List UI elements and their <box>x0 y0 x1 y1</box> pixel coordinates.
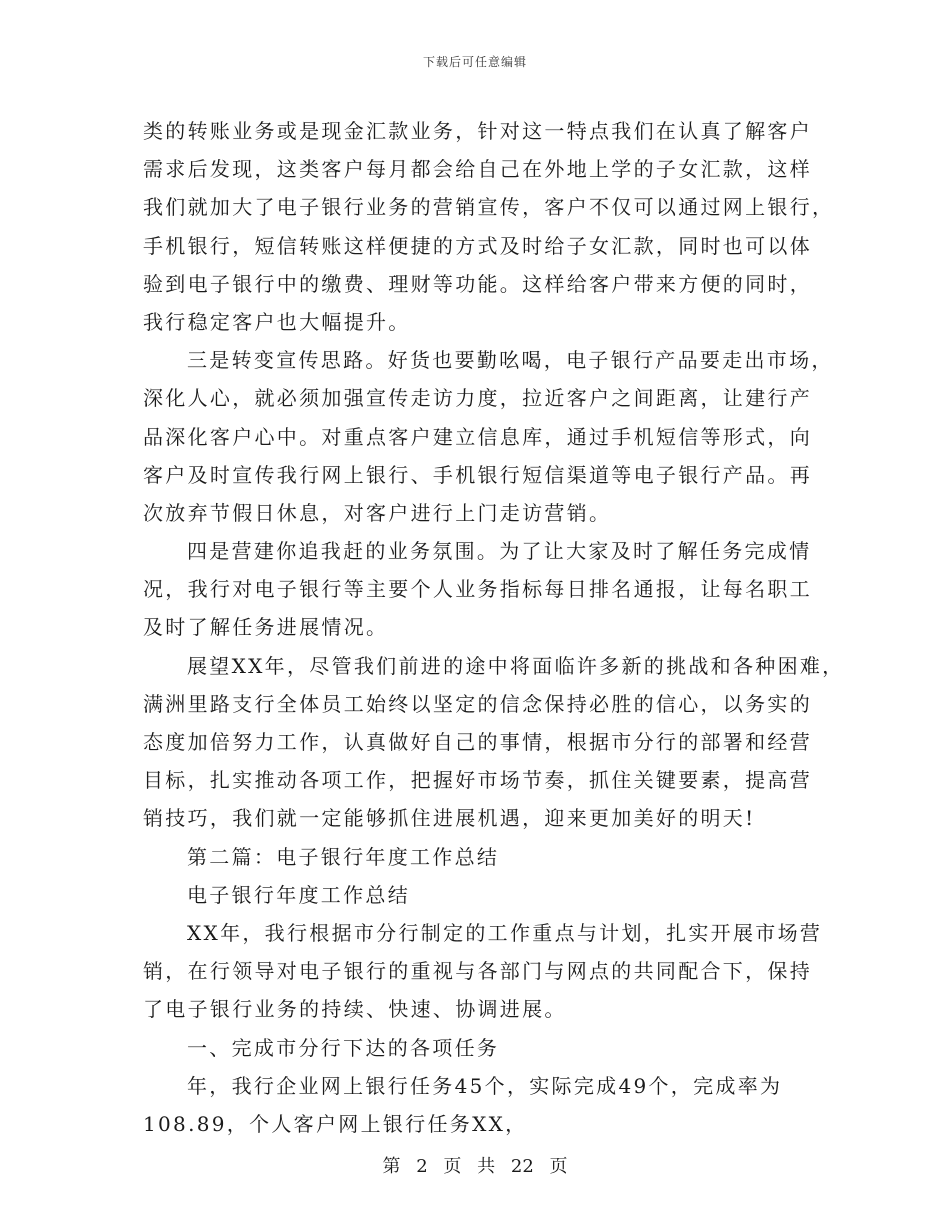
footer-label-di: 第 <box>382 1156 401 1177</box>
current-page-number: 2 <box>416 1156 428 1177</box>
text-line: 品深化客户心中。对重点客户建立信息库，通过手机短信等形式，向 <box>143 424 812 449</box>
text-line: 我们就加大了电子银行业务的营销宣传，客户不仅可以通过网上银行， <box>143 195 835 220</box>
total-pages-number: 22 <box>510 1156 534 1177</box>
section-title: 电子银行年度工作总结 <box>187 882 410 907</box>
text-line: 深化人心，就必须加强宣传走访力度，拉近客户之间距离，让建行产 <box>143 386 812 411</box>
text-line: 我行稳定客户也大幅提升。 <box>143 309 411 334</box>
document-body <box>143 112 845 1143</box>
text-line: 手机银行，短信转账这样便捷的方式及时给子女汇款，同时也可以体 <box>143 233 812 258</box>
paragraph-start-line: 三是转变宣传思路。好货也要勤吆喝，电子银行产品要走出市场， <box>187 348 834 373</box>
text-line: 满洲里路支行全体员工始终以坚定的信念保持必胜的信心，以务实的 <box>143 691 812 716</box>
subsection-heading: 一、完成市分行下达的各项任务 <box>187 1035 500 1060</box>
paragraph-start-line: 年，我行企业网上银行任务45个，实际完成49个，完成率为 <box>187 1073 783 1098</box>
text-line: 了电子银行业务的持续、快速、协调进展。 <box>143 997 567 1022</box>
paragraph-start-line: 展望XX年，尽管我们前进的途中将面临许多新的挑战和各种困难， <box>187 653 845 678</box>
text-line: 类的转账业务或是现金汇款业务，针对这一特点我们在认真了解客户 <box>143 119 812 143</box>
text-line: 销，在行领导对电子银行的重视与各部门与网点的共同配合下，保持 <box>143 959 812 984</box>
text-line: 目标，扎实推动各项工作，把握好市场节奏，抓住关键要素，提高营 <box>143 768 812 793</box>
footer-label-ye-end: 页 <box>549 1156 568 1177</box>
page-number-footer <box>0 1152 950 1178</box>
paragraph-start-line: 四是营建你追我赶的业务氛围。为了让大家及时了解任务完成情 <box>187 539 812 564</box>
text-line: 销技巧，我们就一定能够抓住进展机遇，迎来更加美好的明天! <box>143 806 756 831</box>
text-line: 况，我行对电子银行等主要个人业务指标每日排名通报，让每名职工 <box>143 577 812 602</box>
section-heading: 第二篇：电子银行年度工作总结 <box>187 844 500 869</box>
text-line: 客户及时宣传我行网上银行、手机银行短信渠道等电子银行产品。再 <box>143 462 812 487</box>
text-line: 态度加倍努力工作，认真做好自己的事情，根据市分行的部署和经营 <box>143 730 812 754</box>
text-line: 需求后发现，这类客户每月都会给自己在外地上学的子女汇款，这样 <box>143 157 812 182</box>
footer-label-ye: 页 <box>443 1156 462 1177</box>
text-line: 验到电子银行中的缴费、理财等功能。这样给客户带来方便的同时， <box>143 271 812 296</box>
page-header-note: 下载后可任意编辑 <box>422 55 527 69</box>
text-line: 108.89，个人客户网上银行任务XX， <box>143 1111 528 1136</box>
footer-label-gong: 共 <box>477 1156 496 1177</box>
text-line: 次放弃节假日休息，对客户进行上门走访营销。 <box>143 500 612 525</box>
paragraph-start-line: XX年，我行根据市分行制定的工作重点与计划，扎实开展市场营 <box>187 920 823 945</box>
text-line: 及时了解任务进展情况。 <box>143 615 389 640</box>
